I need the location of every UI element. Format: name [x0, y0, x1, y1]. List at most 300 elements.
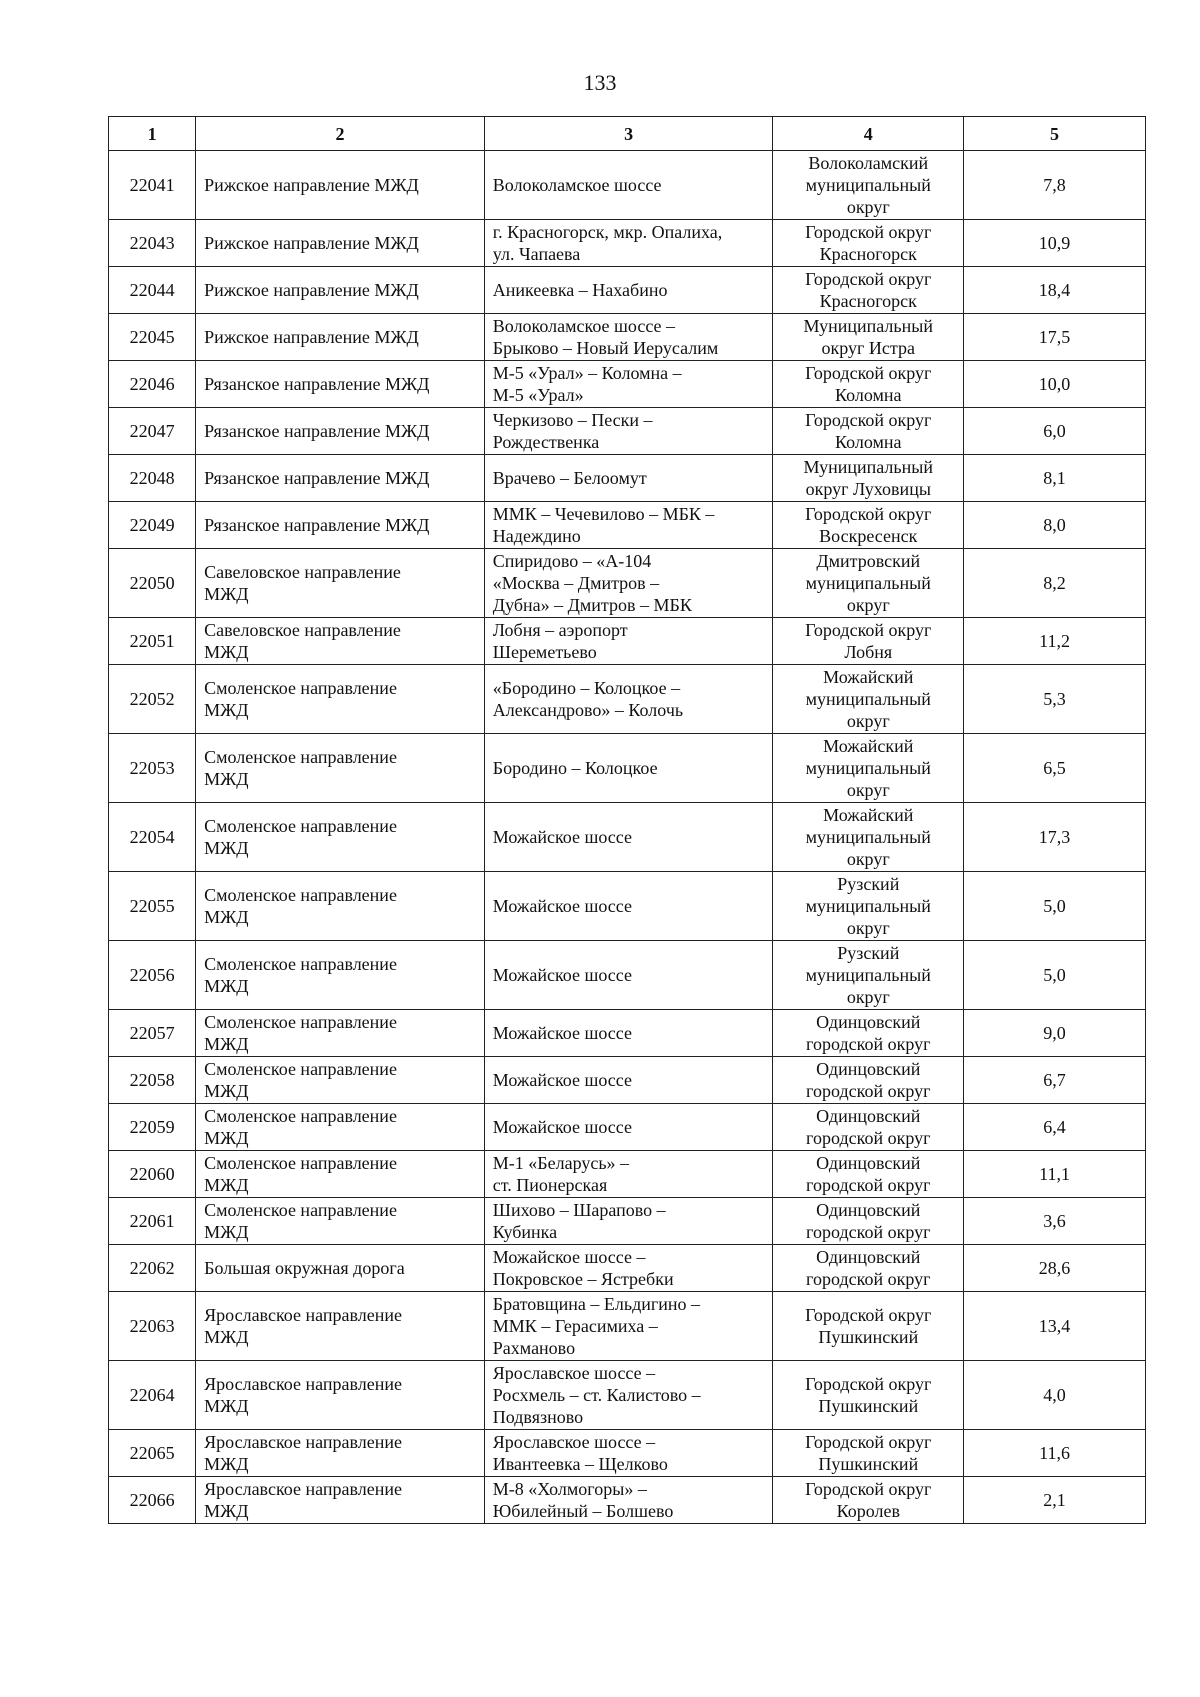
direction-text: Смоленское направление — [204, 816, 397, 836]
district-text: Можайский — [823, 736, 914, 756]
route-cell — [484, 220, 773, 267]
direction-cell — [196, 665, 485, 734]
length-cell — [964, 665, 1146, 734]
direction-text: МЖД — [204, 1222, 249, 1242]
header-cell-1: 1 — [109, 117, 196, 151]
row-number: 22047 — [129, 421, 175, 441]
route-text: Шереметьево — [492, 642, 597, 662]
direction-text: МЖД — [204, 907, 249, 927]
table-row — [109, 1430, 1146, 1477]
route-text: Волоколамское шоссе – — [492, 316, 676, 336]
district-text: Коломна — [835, 432, 902, 452]
direction-text: МЖД — [204, 769, 249, 789]
route-cell — [484, 502, 773, 549]
row-number-cell — [109, 941, 196, 1010]
district-text: округ — [846, 918, 890, 938]
route-text: Черкизово – Пески – — [492, 410, 653, 430]
district-text: Городской округ — [805, 1374, 932, 1394]
route-text: Александрово» – Колочь — [492, 700, 684, 720]
length-value: 28,6 — [1038, 1258, 1071, 1278]
route-text: ст. Пионерская — [492, 1175, 608, 1195]
row-number-cell — [109, 1361, 196, 1430]
route-text: «Бородино – Колоцкое – — [492, 678, 681, 698]
length-cell — [964, 151, 1146, 220]
district-text: Красногорск — [819, 244, 917, 264]
route-cell — [484, 734, 773, 803]
district-text: Городской округ — [805, 269, 932, 289]
district-text: Лобня — [844, 642, 893, 662]
row-number: 22041 — [129, 175, 175, 195]
route-cell — [484, 1361, 773, 1430]
direction-text: Большая окружная дорога — [204, 1258, 405, 1278]
length-value: 6,4 — [1043, 1117, 1066, 1137]
district-text: Одинцовский — [816, 1153, 921, 1173]
row-number-cell — [109, 1198, 196, 1245]
direction-text: Рязанское направление МЖД — [204, 468, 430, 488]
route-text: ул. Чапаева — [492, 244, 581, 264]
district-text: Пушкинский — [818, 1327, 919, 1347]
row-number-cell — [109, 872, 196, 941]
direction-cell — [196, 618, 485, 665]
district-text: Одинцовский — [816, 1247, 921, 1267]
route-text: Брыково – Новый Иерусалим — [492, 338, 719, 358]
direction-text: Смоленское направление — [204, 1012, 397, 1032]
route-text: Ярославское шоссе – — [492, 1363, 656, 1383]
table-row — [109, 267, 1146, 314]
district-text: Городской округ — [805, 1305, 932, 1325]
direction-text: Рижское направление МЖД — [204, 175, 419, 195]
direction-text: МЖД — [204, 584, 249, 604]
row-number: 22052 — [129, 689, 175, 709]
length-cell — [964, 872, 1146, 941]
row-number: 22060 — [129, 1164, 175, 1184]
direction-text: Рижское направление МЖД — [204, 233, 419, 253]
route-cell — [484, 361, 773, 408]
direction-text: Смоленское направление — [204, 1153, 397, 1173]
route-text: Подвязново — [492, 1407, 584, 1427]
direction-text: МЖД — [204, 1327, 249, 1347]
row-number: 22063 — [129, 1316, 175, 1336]
direction-text: Ярославское направление — [204, 1432, 402, 1452]
district-text: Одинцовский — [816, 1200, 921, 1220]
district-text: Рузский — [837, 943, 900, 963]
route-text: Можайское шоссе — [492, 1117, 632, 1137]
row-number: 22045 — [129, 327, 175, 347]
row-number: 22059 — [129, 1117, 175, 1137]
route-cell — [484, 1430, 773, 1477]
direction-cell — [196, 151, 485, 220]
table-row — [109, 1361, 1146, 1430]
direction-cell — [196, 408, 485, 455]
route-cell — [484, 803, 773, 872]
row-number: 22053 — [129, 758, 175, 778]
route-text: Можайское шоссе — [492, 1070, 632, 1090]
district-cell — [773, 1198, 964, 1245]
direction-text: МЖД — [204, 700, 249, 720]
length-cell — [964, 1010, 1146, 1057]
district-text: Можайский — [823, 805, 914, 825]
row-number: 22064 — [129, 1385, 175, 1405]
table-row — [109, 361, 1146, 408]
direction-cell — [196, 1292, 485, 1361]
route-cell — [484, 1010, 773, 1057]
district-cell — [773, 151, 964, 220]
direction-text: Савеловское направление — [204, 620, 401, 640]
row-number-cell — [109, 549, 196, 618]
district-text: городской округ — [806, 1222, 931, 1242]
row-number: 22062 — [129, 1258, 175, 1278]
row-number-cell — [109, 151, 196, 220]
table-row — [109, 502, 1146, 549]
route-text: Рождественка — [492, 432, 600, 452]
direction-text: Смоленское направление — [204, 1059, 397, 1079]
route-cell — [484, 408, 773, 455]
district-text: муниципальный — [805, 175, 931, 195]
district-cell — [773, 1245, 964, 1292]
row-number-cell — [109, 220, 196, 267]
route-cell — [484, 549, 773, 618]
district-text: городской округ — [806, 1034, 931, 1054]
row-number-cell — [109, 1245, 196, 1292]
row-number-cell — [109, 1151, 196, 1198]
direction-cell — [196, 220, 485, 267]
length-value: 4,0 — [1043, 1385, 1066, 1405]
route-text: Ярославское шоссе – — [492, 1432, 656, 1452]
row-number: 22065 — [129, 1443, 175, 1463]
direction-text: МЖД — [204, 1128, 249, 1148]
length-value: 8,0 — [1043, 515, 1066, 535]
district-cell — [773, 1361, 964, 1430]
district-cell — [773, 1057, 964, 1104]
route-cell — [484, 267, 773, 314]
row-number: 22056 — [129, 965, 175, 985]
row-number: 22055 — [129, 896, 175, 916]
route-text: ММК – Герасимиха – — [492, 1316, 658, 1336]
direction-text: МЖД — [204, 1175, 249, 1195]
row-number-cell — [109, 665, 196, 734]
route-text: М-5 «Урал» – Коломна – — [492, 363, 682, 383]
length-cell — [964, 1292, 1146, 1361]
length-cell — [964, 220, 1146, 267]
district-text: Коломна — [835, 385, 902, 405]
district-cell — [773, 455, 964, 502]
direction-text: МЖД — [204, 838, 249, 858]
row-number-cell — [109, 1430, 196, 1477]
district-text: Рузский — [837, 874, 900, 894]
route-text: Покровское – Ястребки — [492, 1269, 674, 1289]
district-text: Одинцовский — [816, 1106, 921, 1126]
direction-cell — [196, 1245, 485, 1292]
district-text: Муниципальный — [803, 457, 933, 477]
length-value: 10,0 — [1038, 374, 1071, 394]
row-number: 22066 — [129, 1490, 175, 1510]
route-cell — [484, 455, 773, 502]
table-body — [109, 151, 1146, 1524]
row-number-cell — [109, 314, 196, 361]
length-cell — [964, 1151, 1146, 1198]
table-row — [109, 1245, 1146, 1292]
length-value: 6,7 — [1043, 1070, 1066, 1090]
route-text: Бородино – Колоцкое — [492, 758, 658, 778]
row-number: 22054 — [129, 827, 175, 847]
district-text: муниципальный — [805, 758, 931, 778]
direction-cell — [196, 1057, 485, 1104]
row-number-cell — [109, 361, 196, 408]
length-cell — [964, 267, 1146, 314]
route-cell — [484, 1198, 773, 1245]
length-value: 17,3 — [1038, 827, 1071, 847]
header-row — [109, 117, 1146, 151]
route-text: Врачево – Белоомут — [492, 468, 647, 488]
direction-text: Смоленское направление — [204, 954, 397, 974]
length-value: 11,1 — [1039, 1164, 1070, 1184]
header-cell-2: 2 — [196, 117, 485, 151]
length-cell — [964, 734, 1146, 803]
district-text: муниципальный — [805, 827, 931, 847]
length-value: 13,4 — [1038, 1316, 1071, 1336]
district-text: городской округ — [806, 1175, 931, 1195]
direction-text: Рижское направление МЖД — [204, 280, 419, 300]
district-cell — [773, 803, 964, 872]
direction-text: МЖД — [204, 1081, 249, 1101]
district-text: городской округ — [806, 1128, 931, 1148]
table-row — [109, 1151, 1146, 1198]
district-cell — [773, 1151, 964, 1198]
row-number: 22051 — [129, 631, 175, 651]
direction-text: МЖД — [204, 1454, 249, 1474]
district-cell — [773, 220, 964, 267]
route-text: М-8 «Холмогоры» – — [492, 1479, 647, 1499]
district-text: Воскресенск — [819, 526, 918, 546]
district-text: Городской округ — [805, 1432, 932, 1452]
route-text: Кубинка — [492, 1222, 558, 1242]
row-number-cell — [109, 455, 196, 502]
district-cell — [773, 361, 964, 408]
row-number: 22058 — [129, 1070, 175, 1090]
direction-cell — [196, 1151, 485, 1198]
table-row — [109, 549, 1146, 618]
length-cell — [964, 1057, 1146, 1104]
row-number: 22057 — [129, 1023, 175, 1043]
row-number: 22046 — [129, 374, 175, 394]
row-number-cell — [109, 267, 196, 314]
length-value: 5,0 — [1043, 896, 1066, 916]
length-cell — [964, 1361, 1146, 1430]
table-row — [109, 455, 1146, 502]
row-number-cell — [109, 1057, 196, 1104]
route-text: ММК – Чечевилово – МБК – — [492, 504, 715, 524]
route-text: Аникеевка – Нахабино — [492, 280, 668, 300]
route-cell — [484, 314, 773, 361]
route-text: Ивантеевка – Щелково — [492, 1454, 668, 1474]
data-table — [108, 116, 1146, 1524]
route-text: Волоколамское шоссе — [492, 175, 662, 195]
district-cell — [773, 1292, 964, 1361]
row-number: 22061 — [129, 1211, 175, 1231]
direction-text: Савеловское направление — [204, 562, 401, 582]
table-row — [109, 314, 1146, 361]
direction-text: Смоленское направление — [204, 1200, 397, 1220]
route-text: Росхмель – ст. Калистово – — [492, 1385, 701, 1405]
route-cell — [484, 1292, 773, 1361]
row-number-cell — [109, 1477, 196, 1524]
direction-cell — [196, 941, 485, 1010]
district-cell — [773, 1477, 964, 1524]
row-number-cell — [109, 734, 196, 803]
row-number: 22048 — [129, 468, 175, 488]
district-text: Городской округ — [805, 504, 932, 524]
direction-cell — [196, 872, 485, 941]
length-value: 5,0 — [1043, 965, 1066, 985]
district-text: округ Луховицы — [805, 479, 931, 499]
district-cell — [773, 665, 964, 734]
direction-cell — [196, 455, 485, 502]
direction-text: Рязанское направление МЖД — [204, 421, 430, 441]
direction-cell — [196, 267, 485, 314]
row-number: 22044 — [129, 280, 175, 300]
header-cell-5: 5 — [964, 117, 1146, 151]
district-cell — [773, 872, 964, 941]
direction-text: МЖД — [204, 1501, 249, 1521]
district-text: округ — [846, 197, 890, 217]
route-text: г. Красногорск, мкр. Опалиха, — [492, 222, 723, 242]
row-number-cell — [109, 803, 196, 872]
direction-cell — [196, 1477, 485, 1524]
length-value: 7,8 — [1043, 175, 1066, 195]
direction-text: Смоленское направление — [204, 885, 397, 905]
route-text: Юбилейный – Болшево — [492, 1501, 674, 1521]
district-text: округ Истра — [821, 338, 915, 358]
district-text: Городской округ — [805, 410, 932, 430]
district-text: Пушкинский — [818, 1396, 919, 1416]
route-text: Надеждино — [492, 526, 581, 546]
district-text: городской округ — [806, 1269, 931, 1289]
table-row — [109, 941, 1146, 1010]
route-text: Можайское шоссе — [492, 896, 632, 916]
district-text: муниципальный — [805, 965, 931, 985]
length-value: 18,4 — [1038, 280, 1071, 300]
route-text: Можайское шоссе — [492, 965, 632, 985]
table-row — [109, 618, 1146, 665]
district-cell — [773, 502, 964, 549]
length-value: 6,0 — [1043, 421, 1066, 441]
row-number-cell — [109, 1104, 196, 1151]
district-cell — [773, 408, 964, 455]
district-text: округ — [846, 595, 890, 615]
table-header — [109, 117, 1146, 151]
district-text: округ — [846, 780, 890, 800]
district-text: муниципальный — [805, 896, 931, 916]
direction-cell — [196, 502, 485, 549]
row-number-cell — [109, 408, 196, 455]
route-text: Можайское шоссе — [492, 1023, 632, 1043]
direction-cell — [196, 734, 485, 803]
header-cell-4: 4 — [773, 117, 964, 151]
district-cell — [773, 1430, 964, 1477]
table-row — [109, 872, 1146, 941]
route-cell — [484, 1151, 773, 1198]
district-text: округ — [846, 711, 890, 731]
route-cell — [484, 151, 773, 220]
district-text: городской округ — [806, 1081, 931, 1101]
row-number: 22049 — [129, 515, 175, 535]
length-value: 11,2 — [1039, 631, 1070, 651]
direction-cell — [196, 549, 485, 618]
district-text: округ — [846, 987, 890, 1007]
direction-cell — [196, 1430, 485, 1477]
length-value: 8,2 — [1043, 573, 1066, 593]
length-value: 2,1 — [1043, 1490, 1066, 1510]
route-text: Можайское шоссе — [492, 827, 632, 847]
district-text: Можайский — [823, 667, 914, 687]
direction-text: Смоленское направление — [204, 678, 397, 698]
route-cell — [484, 872, 773, 941]
length-cell — [964, 408, 1146, 455]
direction-text: Рязанское направление МЖД — [204, 374, 430, 394]
direction-cell — [196, 1198, 485, 1245]
district-text: муниципальный — [805, 573, 931, 593]
table-row — [109, 803, 1146, 872]
district-cell — [773, 549, 964, 618]
district-cell — [773, 618, 964, 665]
route-text: «Москва – Дмитров – — [492, 573, 660, 593]
district-text: Городской округ — [805, 620, 932, 640]
district-text: Королев — [836, 1501, 900, 1521]
district-text: муниципальный — [805, 689, 931, 709]
direction-text: Рязанское направление МЖД — [204, 515, 430, 535]
row-number: 22043 — [129, 233, 175, 253]
length-value: 9,0 — [1043, 1023, 1066, 1043]
table-row — [109, 1010, 1146, 1057]
length-value: 5,3 — [1043, 689, 1066, 709]
table-row — [109, 1198, 1146, 1245]
length-cell — [964, 314, 1146, 361]
table-row — [109, 1292, 1146, 1361]
district-text: Красногорск — [819, 291, 917, 311]
direction-text: Ярославское направление — [204, 1374, 402, 1394]
route-cell — [484, 1104, 773, 1151]
route-text: Спиридово – «А-104 — [492, 551, 652, 571]
route-text: Шихово – Шарапово – — [492, 1200, 666, 1220]
length-value: 3,6 — [1043, 1211, 1066, 1231]
direction-cell — [196, 1010, 485, 1057]
route-cell — [484, 1057, 773, 1104]
length-cell — [964, 502, 1146, 549]
direction-cell — [196, 803, 485, 872]
district-text: округ — [846, 849, 890, 869]
direction-text: Ярославское направление — [204, 1305, 402, 1325]
table-row — [109, 665, 1146, 734]
district-cell — [773, 1104, 964, 1151]
table-row — [109, 1057, 1146, 1104]
direction-cell — [196, 1361, 485, 1430]
length-cell — [964, 1245, 1146, 1292]
district-cell — [773, 1010, 964, 1057]
district-cell — [773, 267, 964, 314]
length-value: 17,5 — [1038, 327, 1071, 347]
direction-text: МЖД — [204, 1396, 249, 1416]
district-cell — [773, 734, 964, 803]
length-cell — [964, 1198, 1146, 1245]
route-text: М-1 «Беларусь» – — [492, 1153, 630, 1173]
length-value: 10,9 — [1038, 233, 1071, 253]
route-cell — [484, 1477, 773, 1524]
route-text: Рахманово — [492, 1338, 576, 1358]
row-number-cell — [109, 618, 196, 665]
table-row — [109, 220, 1146, 267]
route-text: М-5 «Урал» — [492, 385, 584, 405]
length-cell — [964, 803, 1146, 872]
